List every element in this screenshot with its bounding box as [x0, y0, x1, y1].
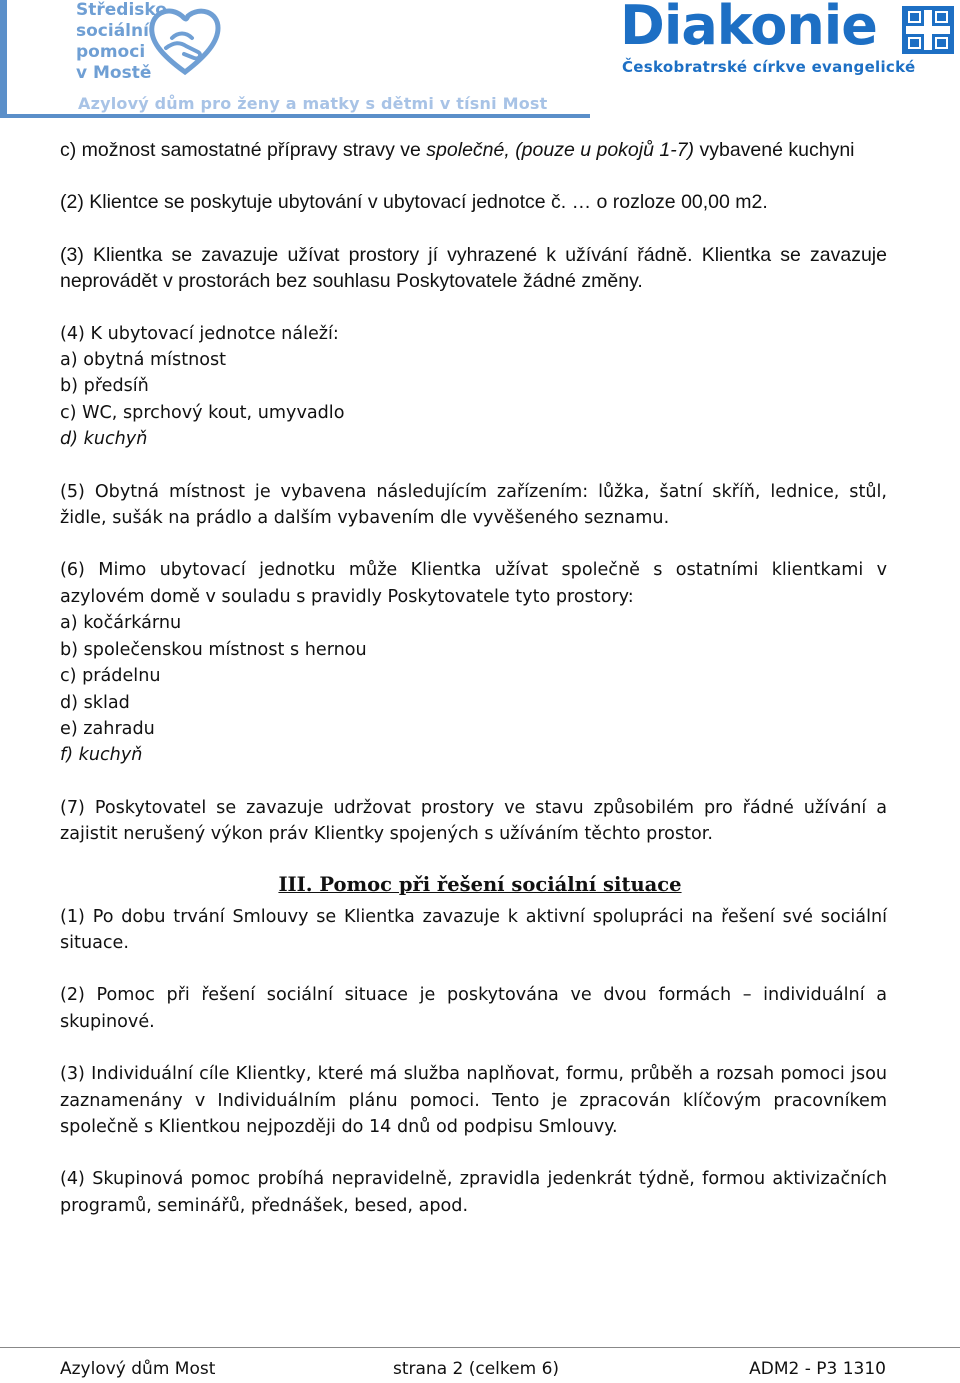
- document-body: [60, 137, 887, 1219]
- org-name-line: sociální: [76, 21, 149, 41]
- list-item: d) kuchyň: [60, 429, 148, 450]
- list-item: f) kuchyň: [60, 745, 143, 766]
- footer-left: Azylový dům Most: [60, 1359, 216, 1379]
- text-run: c) možnost samostatné přípravy stravy ve: [60, 139, 427, 161]
- cross-logo-icon: [902, 6, 954, 54]
- header-divider: [0, 114, 590, 118]
- paragraph-7: (7) Poskytovatel se zavazuje udržovat prostory ve stavu způsobilém pro řádné užívání a zajistit nerušený výkon práv Klientky spojených s užíváním těchto prostor.: [60, 797, 887, 845]
- header-subtitle: Azylový dům pro ženy a matky s dětmi v tísni Most: [78, 94, 548, 113]
- org-name-line: pomoci: [76, 42, 146, 62]
- brand-logo: [620, 0, 960, 80]
- paragraph-6-intro: (6) Mimo ubytovací jednotku může Klientka užívat společně s ostatními klientkami v azylovém domě v souladu s pravidly Poskytovatele tyto prostory:: [60, 560, 887, 607]
- list-item: a) kočárkárnu: [60, 613, 182, 634]
- footer-doc-code: ADM2 - P3 1310: [749, 1359, 886, 1379]
- section-paragraph-2: (2) Pomoc při řešení sociální situace je poskytována ve dvou formách – individuální a skupinové.: [60, 985, 887, 1032]
- brand-subtitle: Českobratrské církve evangelické: [622, 58, 916, 76]
- list-item: e) zahradu: [60, 718, 155, 739]
- list-item: b) předsíň: [60, 376, 149, 397]
- section-heading: III. Pomoc při řešení sociální situace: [278, 872, 682, 896]
- org-name-line: Středisko: [76, 0, 167, 20]
- list-item: b) společenskou místnost s hernou: [60, 639, 367, 660]
- header-accent-bar: [0, 0, 7, 118]
- list-item: d) sklad: [60, 692, 130, 713]
- paragraph-4-intro: (4) K ubytovací jednotce náleží:: [60, 323, 339, 344]
- italic-text-run: společné, (pouze u pokojů 1-7): [426, 139, 695, 161]
- list-item: a) obytná místnost: [60, 350, 227, 371]
- footer-page-number: strana 2 (celkem 6): [393, 1359, 560, 1379]
- list-item: c) prádelnu: [60, 666, 161, 687]
- brand-title: Diakonie: [620, 0, 877, 57]
- paragraph-5: (5) Obytná místnost je vybavena následujícím zařízením: lůžka, šatní skříň, lednice, stůl, židle, sušák na prádlo a dalším vybavením dle vyvěšeného seznamu.: [60, 481, 887, 529]
- paragraph-2: (2) Klientce se poskytuje ubytování v ubytovací jednotce č. … o rozloze 00,00 m2.: [60, 191, 768, 214]
- section-paragraph-1: (1) Po dobu trvání Smlouvy se Klientka zavazuje k aktivní spolupráci na řešení své sociální situace.: [60, 906, 887, 953]
- page-header: [0, 0, 960, 122]
- org-name-line: v Mostě: [76, 63, 152, 83]
- section-paragraph-3: (3) Individuální cíle Klientky, které má služba naplňovat, formu, průběh a rozsah pomoci jsou zaznamenány v Individuálním plánu pomoci. Tento je zpracován klíčovým pracovníkem společně s Klientkou nejpozději do 14 dnů od podpisu Smlouvy.: [60, 1064, 887, 1137]
- heart-hand-logo-icon: [146, 2, 224, 78]
- text-run: vybavené kuchyni: [694, 139, 855, 161]
- paragraph-item-c: [60, 137, 887, 163]
- list-item: c) WC, sprchový kout, umyvadlo: [60, 402, 345, 423]
- section-paragraph-4: (4) Skupinová pomoc probíhá nepravidelně, zpravidla jedenkrát týdně, formou aktivizačních programů, seminářů, přednášek, besed, apod.: [60, 1169, 887, 1216]
- footer-divider: [0, 1347, 960, 1348]
- paragraph-3: (3) Klientka se zavazuje užívat prostory jí vyhrazené k užívání řádně. Klientka se zavazuje neprovádět v prostorách bez souhlasu Poskytovatele žádné změny.: [60, 243, 887, 293]
